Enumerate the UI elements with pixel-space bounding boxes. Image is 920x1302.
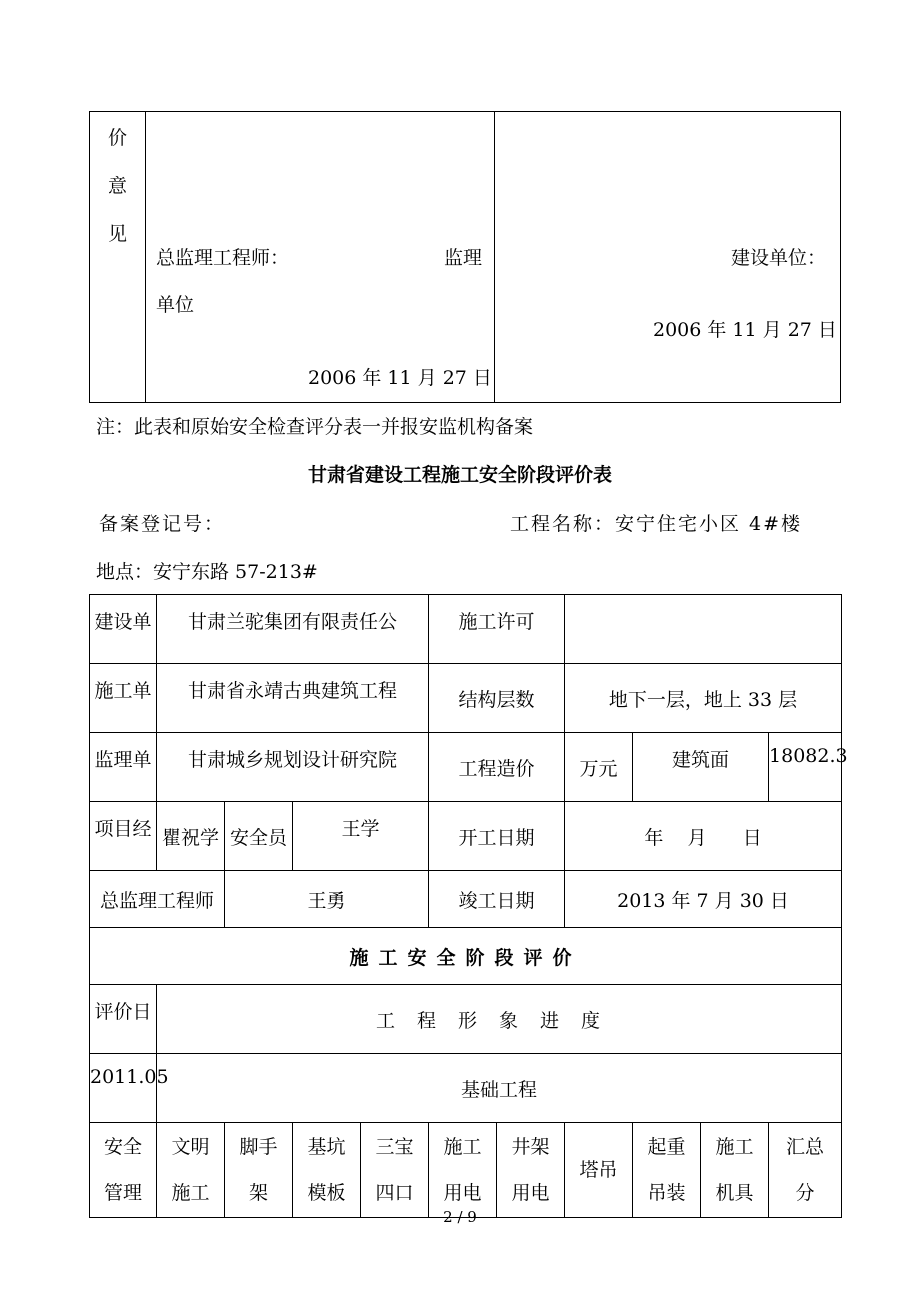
- permit-label: 施工许可: [429, 595, 565, 664]
- category-line-1: 井架: [511, 1136, 550, 1158]
- category-cell: [497, 1123, 565, 1218]
- category-line-1: 脚手: [239, 1136, 278, 1158]
- safety-officer-label: 安全员: [225, 802, 293, 871]
- progress-value: 基础工程: [157, 1054, 842, 1123]
- side-char-3: 见: [108, 223, 128, 245]
- category-cell: [225, 1123, 293, 1218]
- category-cell: [769, 1123, 842, 1218]
- completion-date-label: 竣工日期: [429, 871, 565, 928]
- category-line-1: 起重: [647, 1136, 686, 1158]
- floors-value: 地下一层，地上 33 层: [565, 664, 842, 733]
- builder-label: 建设单位：: [731, 247, 827, 269]
- builder-cell: [495, 112, 841, 403]
- floors-label: 结构层数: [429, 664, 565, 733]
- category-line-1: 文明: [171, 1136, 210, 1158]
- form-title: 甘肃省建设工程施工安全阶段评价表: [307, 464, 612, 486]
- supervisor-date: 2006 年 11 月 27 日: [308, 367, 492, 389]
- area-label: 建筑面: [633, 733, 769, 802]
- category-line-2: 架: [248, 1182, 268, 1204]
- opinion-side-label: [90, 112, 146, 403]
- category-cell: [633, 1123, 701, 1218]
- opinion-table: [89, 111, 841, 403]
- category-cell: [701, 1123, 769, 1218]
- manager-label: 项目经: [90, 802, 157, 871]
- chief-supervisor-label: 总监理工程师: [90, 871, 225, 928]
- category-line-1: 塔吊: [579, 1159, 618, 1181]
- contractor-label: 施工单: [90, 664, 157, 733]
- supervisor-unit-2: 单位: [156, 294, 195, 316]
- side-char-2: 意: [108, 175, 128, 197]
- supervision-label: 监理单: [90, 733, 157, 802]
- category-line-2: 模板: [307, 1182, 346, 1204]
- side-char-1: 价: [108, 127, 128, 149]
- safety-officer-value: 王学: [293, 802, 429, 871]
- builder-unit-label: 建设单: [90, 595, 157, 664]
- cost-unit: 万元: [565, 733, 633, 802]
- area-value: 18082.3: [769, 733, 842, 802]
- category-line-2: 吊装: [647, 1182, 686, 1204]
- category-line-2: 机具: [715, 1182, 754, 1204]
- category-cell: [293, 1123, 361, 1218]
- category-line-2: 四口: [375, 1182, 414, 1204]
- supervisor-label: 总监理工程师：: [156, 247, 290, 269]
- page-number: 2 / 9: [443, 1208, 477, 1226]
- record-no-label: 备案登记号：: [99, 513, 226, 535]
- chief-supervisor-value: 王勇: [225, 871, 429, 928]
- location: 地点：安宁东路 57-213#: [96, 561, 318, 583]
- category-line-2: 分: [795, 1182, 815, 1204]
- category-cell: [565, 1123, 633, 1218]
- project-name: 工程名称：安宁住宅小区 4#楼: [510, 513, 803, 535]
- supervisor-unit-1: 监理: [444, 247, 483, 269]
- category-line-2: 施工: [171, 1182, 210, 1204]
- category-line-2: 管理: [103, 1182, 142, 1204]
- permit-value: [565, 595, 842, 664]
- start-date-value: 年 月 日: [565, 802, 842, 871]
- category-cell: [90, 1123, 157, 1218]
- section-title: 施工安全阶段评价: [90, 928, 842, 985]
- category-line-1: 安全: [103, 1136, 142, 1158]
- category-line-1: 三宝: [375, 1136, 414, 1158]
- category-line-1: 施工: [715, 1136, 754, 1158]
- note-text: 注：此表和原始安全检查评分表一并报安监机构备案: [96, 416, 534, 438]
- category-line-1: 基坑: [307, 1136, 346, 1158]
- completion-date-value: 2013 年 7 月 30 日: [565, 871, 842, 928]
- contractor-value: 甘肃省永靖古典建筑工程: [157, 664, 429, 733]
- builder-date: 2006 年 11 月 27 日: [653, 319, 837, 341]
- builder-unit-value: 甘肃兰驼集团有限责任公: [157, 595, 429, 664]
- cost-label: 工程造价: [429, 733, 565, 802]
- category-cell: [361, 1123, 429, 1218]
- progress-label: 工程形象进度: [157, 985, 842, 1054]
- category-line-2: 用电: [443, 1182, 482, 1204]
- category-line-2: 用电: [511, 1182, 550, 1204]
- eval-date-value: 2011.05: [90, 1054, 157, 1123]
- start-date-label: 开工日期: [429, 802, 565, 871]
- category-cell: [157, 1123, 225, 1218]
- category-line-1: 施工: [443, 1136, 482, 1158]
- eval-date-label: 评价日: [90, 985, 157, 1054]
- category-row: [90, 1123, 842, 1218]
- manager-value: 瞿祝学: [157, 802, 225, 871]
- supervision-value: 甘肃城乡规划设计研究院: [157, 733, 429, 802]
- evaluation-table: [89, 594, 848, 1218]
- category-line-1: 汇总: [786, 1136, 825, 1158]
- category-cell: [429, 1123, 497, 1218]
- supervisor-cell: [146, 112, 495, 403]
